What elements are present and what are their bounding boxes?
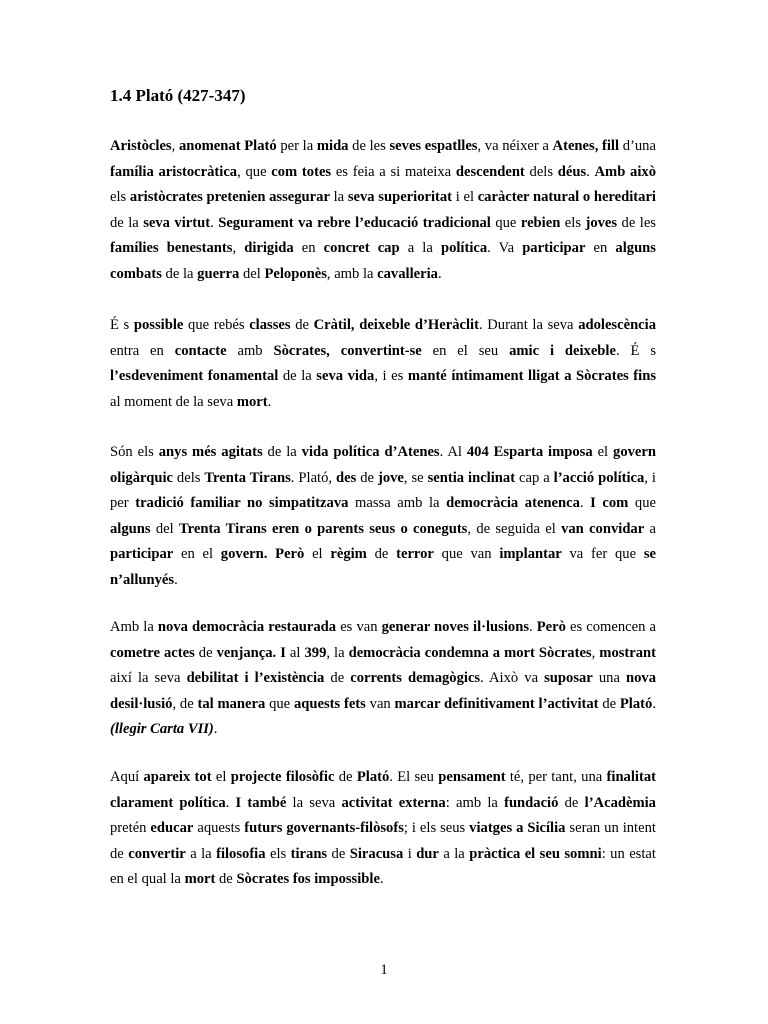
bold-text: democràcia condemna a mort Sòcrates	[348, 644, 592, 661]
bold-text: cometre actes	[110, 644, 195, 661]
bold-text: seves espatlles	[389, 138, 478, 154]
bold-text: dirigida	[244, 240, 294, 257]
body-text: .	[529, 619, 537, 635]
body-text: així la seva	[110, 670, 187, 687]
body-text: pretén	[110, 820, 151, 837]
bold-text: finalitat clarament política	[110, 769, 656, 811]
bold-text: filosofia	[216, 845, 266, 862]
body-text: Són els	[110, 444, 159, 460]
body-text: i el	[452, 189, 478, 206]
body-text: . Durant la seva	[478, 317, 579, 333]
body-text: cap a	[515, 469, 554, 486]
bold-text: tirans	[290, 845, 328, 862]
bold-text: pensament	[438, 769, 506, 785]
bold-text: activitat externa	[341, 794, 446, 811]
body-text: É s	[630, 342, 656, 359]
body-text: els	[110, 189, 130, 206]
bold-text: tradició familiar no simpatitzava	[135, 495, 349, 512]
body-text: .	[174, 571, 178, 588]
body-text: en	[585, 240, 616, 257]
body-text: amb	[226, 342, 274, 359]
body-text: ; i els seus	[403, 820, 470, 837]
bold-text: govern. Però	[220, 546, 305, 563]
bold-text: convertir	[128, 845, 186, 862]
body-text: del	[150, 520, 179, 537]
bold-text: marcar definitivament l’activitat	[394, 695, 599, 712]
body-text: el	[592, 444, 614, 460]
bold-text: corrents demagògics	[350, 670, 481, 687]
body-text: de	[324, 670, 351, 687]
body-text: de	[598, 695, 620, 712]
body-text: per la	[276, 138, 317, 154]
bold-text: generar noves il·lusions	[381, 619, 529, 635]
bold-text: Trenta Tirans	[204, 469, 291, 486]
body-text: , se	[403, 469, 428, 486]
bold-text: I també	[235, 794, 287, 811]
body-text: els	[265, 845, 291, 862]
bold-text: l’Acadèmia	[584, 794, 656, 811]
bold-text: pràctica el seu somni	[469, 845, 602, 862]
body-text: van	[365, 695, 395, 712]
bold-text: aquests fets	[293, 695, 366, 712]
body-text: , amb la	[326, 265, 378, 282]
body-text: ,	[171, 138, 179, 154]
bold-text: Peloponès	[264, 265, 327, 282]
body-text: d’una	[619, 138, 656, 154]
bold-text: amic i deixeble	[509, 342, 616, 359]
body-text: de	[215, 871, 237, 888]
bold-text: des	[336, 469, 357, 486]
body-text: .	[586, 163, 595, 180]
body-text: massa amb la	[348, 495, 447, 512]
bold-text: educar	[150, 820, 194, 837]
bold-text: Sòcrates, convertint-se	[273, 342, 422, 359]
body-text: de la	[262, 444, 302, 460]
body-text: seran un intent de	[110, 820, 656, 862]
bold-text: règim	[330, 546, 367, 563]
body-text: .	[615, 342, 631, 359]
bold-text: terror	[396, 546, 434, 563]
bold-text: anys més agitats	[158, 444, 263, 460]
bold-text: va rebre l’educació tradicional	[298, 214, 491, 231]
body-text: ,	[591, 644, 600, 661]
body-text: i	[403, 845, 417, 862]
bold-text: democràcia atenenca	[446, 495, 580, 512]
body-text: una	[592, 670, 627, 687]
body-text: . El seu	[389, 769, 439, 785]
body-text: . Això va	[480, 670, 545, 687]
bold-text: dur	[416, 845, 439, 862]
bold-text: classes	[249, 317, 291, 333]
bold-text: mida	[316, 138, 349, 154]
body-text: .	[487, 240, 499, 257]
body-text: de	[327, 845, 350, 862]
body-text: .	[210, 214, 219, 231]
body-text: al moment de la seva	[110, 393, 237, 410]
bold-text: alguns combats	[110, 240, 656, 282]
bold-text: concret cap	[323, 240, 400, 257]
bold-text: jove	[377, 469, 404, 486]
body-text: , de seguida el	[467, 520, 562, 537]
bold-text: viatges a Sicília	[469, 820, 566, 837]
body-text: , va néixer a	[477, 138, 553, 154]
bold-text: Siracusa	[349, 845, 404, 862]
page-number: 1	[380, 962, 388, 978]
body-text: , de	[172, 695, 198, 712]
body-text: a la	[438, 845, 470, 862]
body-text: de les	[617, 214, 656, 231]
bold-text: projecte filosòfic	[230, 769, 335, 785]
body-text: en el	[173, 546, 221, 563]
bold-text: Aristòcles	[110, 138, 172, 154]
bold-text: apareix tot	[143, 769, 212, 785]
body-text: el	[304, 546, 331, 563]
paragraph-tyrants	[110, 440, 656, 594]
bold-text: fundació	[504, 794, 559, 811]
body-text: de	[334, 769, 357, 785]
body-text: .	[652, 695, 656, 712]
bold-text: se n’allunyés	[110, 546, 656, 588]
body-text: que rebés	[183, 317, 250, 333]
bold-text: participar	[522, 240, 586, 257]
bold-text: suposar	[544, 670, 593, 687]
bold-text: participar	[110, 546, 174, 563]
body-text: : un estat en el qual la	[110, 845, 656, 888]
bold-text: alguns	[110, 520, 151, 537]
bold-text: mort	[184, 871, 216, 888]
body-text: a la	[185, 845, 217, 862]
bold-text: Plató	[356, 769, 390, 785]
section-heading: 1.4 Plató (427-347)	[110, 86, 246, 105]
body-text: .	[379, 871, 384, 888]
body-text: en el seu	[421, 342, 510, 359]
body-text: , i es	[374, 368, 408, 385]
body-text: al	[285, 644, 305, 661]
paragraph-democracy	[110, 615, 656, 743]
bold-text: Cràtil, deixeble d’Heràclit	[313, 317, 479, 333]
paragraph-socrates	[110, 313, 656, 415]
bold-text: cavalleria	[377, 265, 438, 282]
body-text: .	[267, 393, 272, 410]
body-text: : amb la	[445, 794, 505, 811]
body-text: .	[213, 721, 218, 738]
bold-text: futurs governants-filòsofs	[244, 820, 404, 837]
body-text: ,	[232, 240, 245, 257]
bold-text: Però	[536, 619, 566, 635]
bold-text: descendent	[455, 163, 525, 180]
body-text: , que	[237, 163, 272, 180]
body-text: dels	[172, 469, 205, 486]
body-text: Va	[498, 240, 523, 257]
bold-text: manté íntimament lligat a Sòcrates fins	[407, 368, 656, 385]
body-text: es van	[336, 619, 382, 635]
body-text: entra en	[110, 342, 175, 359]
bold-text: déus	[557, 163, 587, 180]
body-text: de	[290, 317, 314, 333]
body-text: . Plató,	[290, 469, 336, 486]
bold-text: 399	[304, 644, 327, 661]
paragraph-philosophy	[110, 765, 656, 893]
bold-text: política	[440, 240, 488, 257]
bold-text: adolescència	[578, 317, 657, 333]
bold-text: assegurar	[269, 189, 330, 206]
bold-text	[110, 721, 214, 737]
body-text: va fer que	[561, 546, 644, 563]
bold-text: Plató	[619, 695, 653, 712]
body-text: que	[490, 214, 521, 231]
bold-text: mort	[236, 393, 268, 410]
body-text: , i per	[110, 469, 656, 512]
bold-text: vida política d’Atenes	[301, 444, 440, 460]
body-text: É s	[110, 317, 134, 333]
bold-text: Segurament	[218, 214, 294, 231]
body-text: els	[560, 214, 586, 231]
bold-text: 404 Esparta imposa	[466, 444, 593, 460]
body-text: que	[265, 695, 294, 712]
body-text: del	[239, 265, 265, 282]
bold-text: com totes	[271, 163, 332, 180]
body-text: Aquí	[110, 769, 144, 785]
bold-text: possible	[133, 317, 184, 333]
bold-text: aristòcrates pretenien	[129, 189, 266, 206]
bold-text: l’esdeveniment fonamental	[110, 368, 279, 385]
body-text: a la	[399, 240, 441, 257]
bold-text: venjança. I	[216, 644, 286, 661]
body-text: que	[628, 495, 656, 512]
body-text: de	[194, 644, 217, 661]
bold-text: anomenat Plató	[178, 138, 277, 154]
body-text: de	[356, 469, 378, 486]
body-text: a	[644, 520, 656, 537]
bold-text: l’acció política	[553, 469, 645, 486]
body-text: el	[211, 769, 231, 785]
bold-text: guerra	[197, 265, 240, 282]
body-text: de la	[161, 265, 198, 282]
bold-text: debilitat i l’existència	[186, 670, 325, 687]
bold-text: Atenes, fill	[552, 138, 620, 154]
bold-text: nova democràcia restaurada	[157, 619, 337, 635]
body-text: la seva	[286, 794, 342, 811]
body-text: aquests	[193, 820, 245, 837]
body-text: en	[293, 240, 324, 257]
body-text: , la	[326, 644, 349, 661]
body-text: de la	[110, 214, 144, 231]
bold-text: seva virtut	[143, 214, 211, 231]
body-text: .	[579, 495, 591, 512]
body-text: .	[437, 265, 442, 282]
bold-text: tal manera	[197, 695, 266, 712]
body-text: dels	[524, 163, 558, 180]
bold-text: Sòcrates fos impossible	[236, 871, 380, 888]
bold-text: van convidar	[561, 520, 645, 537]
body-text: de les	[348, 138, 390, 154]
bold-text: Trenta Tirans eren o parents seus o coneguts	[178, 520, 468, 537]
body-text: de la	[278, 368, 317, 385]
bold-text: joves	[585, 214, 618, 231]
bold-text: implantar	[499, 546, 562, 563]
body-text: Amb la	[110, 619, 158, 635]
italic-text: (llegir Carta VII)	[110, 721, 214, 738]
body-text: . Al	[439, 444, 467, 460]
body-text: es comencen a	[565, 619, 656, 635]
body-text: té, per tant, una	[505, 769, 607, 785]
bold-text: seva superioritat	[347, 189, 453, 206]
bold-text: contacte	[174, 342, 227, 359]
bold-text: I com	[590, 495, 629, 512]
body-text: de	[558, 794, 585, 811]
body-text: .	[225, 794, 236, 811]
body-text: de	[366, 546, 397, 563]
body-text: la	[329, 189, 348, 206]
bold-text: rebien	[520, 214, 561, 231]
bold-text: nova desil·lusió	[110, 670, 657, 712]
bold-text: mostrant	[599, 644, 657, 661]
paragraph-birth	[110, 134, 656, 288]
bold-text: govern oligàrquic	[110, 444, 656, 486]
bold-text: caràcter natural o hereditari	[477, 189, 656, 206]
body-text: que van	[433, 546, 500, 563]
bold-text: famílies benestants	[110, 240, 233, 257]
bold-text: sentia inclinat	[427, 469, 516, 486]
bold-text: seva vida	[316, 368, 375, 385]
bold-text: família aristocràtica	[110, 163, 238, 180]
bold-text: Amb això	[594, 163, 656, 180]
body-text: es feia a si mateixa	[331, 163, 456, 180]
